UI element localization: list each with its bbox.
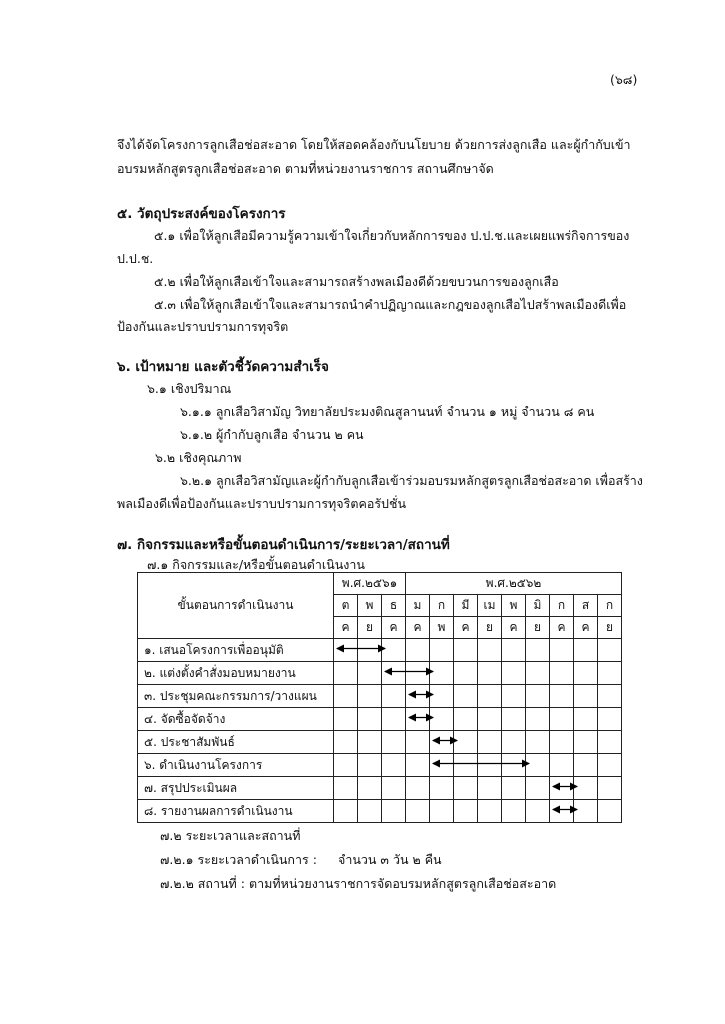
month-bottom-4: พ [430, 617, 454, 639]
month-top-5: มี [454, 595, 478, 617]
section5-line-5: ป้องกันและปราบปรามการทุจริต [117, 319, 289, 334]
place-line: ๗.๒.๒ สถานที่ : ตามที่หน่วยงานราชการจัดอบรมหลักสูตรลูกเสือช่อสะอาด [160, 876, 557, 891]
section6-line-4: ๖.๒ เชิงคุณภาพ [155, 450, 242, 465]
duration-value: จำนวน ๓ วัน ๒ คืน [338, 852, 442, 867]
page-number: (๖๘) [610, 72, 638, 87]
intro-line-2: อบรมหลักสูตรลูกเสือช่อสะอาด ตามที่หน่วยงานราชการ สถานศึกษาจัด [117, 161, 494, 176]
month-top-11: ก [598, 595, 622, 617]
section7-sub1: ๗.๑ กิจกรรมและ/หรือขั้นตอนดำเนินงาน [147, 557, 365, 572]
month-top-9: ก [550, 595, 574, 617]
month-top-6: เม [478, 595, 502, 617]
section6-line-5: ๖.๒.๑ ลูกเสือวิสามัญและผู้กำกับลูกเสือเข้าร่วมอบรมหลักสูตรลูกเสือช่อสะอาด เพื่อสร้าง [180, 473, 643, 488]
task-label: ๖. ดำเนินงานโครงการ [138, 754, 334, 777]
month-bottom-7: ค [502, 617, 526, 639]
section6-line-1: ๖.๑ เชิงปริมาณ [147, 381, 232, 396]
month-bottom-11: ย [598, 617, 622, 639]
task-label: ๘. รายงานผลการดำเนินงาน [138, 800, 334, 823]
task-label: ๓. ประชุมคณะกรรมการ/วางแผน [138, 685, 334, 708]
month-bottom-1: ย [358, 617, 382, 639]
task-label: ๔. จัดซื้อจัดจ้าง [138, 708, 334, 731]
task-label: ๗. สรุปประเมินผล [138, 777, 334, 800]
section7-sub2: ๗.๒ ระยะเวลาและสถานที่ [160, 828, 301, 843]
task-label: ๑. เสนอโครงการเพื่ออนุมัติ [138, 639, 334, 662]
section5-line-1: ๕.๑ เพื่อให้ลูกเสือมีความรู้ความเข้าใจเกี่ยวกับหลักการของ ป.ป.ช.และเผยแพร่กิจการของ [154, 228, 630, 243]
month-bottom-5: ค [454, 617, 478, 639]
duration-label: ๗.๒.๑ ระยะเวลาดำเนินการ : [160, 852, 317, 867]
section6-line-2: ๖.๑.๑ ลูกเสือวิสามัญ วิทยาลัยประมงติณสูลานนท์ จำนวน ๑ หมู่ จำนวน ๘ คน [180, 404, 595, 419]
section5-line-4: ๕.๓ เพื่อให้ลูกเสือเข้าใจและสามารถนำคำปฏิญาณและกฎของลูกเสือไปสร้าพลเมืองดีเพื่อ [154, 297, 627, 312]
month-top-2: ธ [382, 595, 406, 617]
month-bottom-9: ค [550, 617, 574, 639]
month-bottom-3: ค [406, 617, 430, 639]
section5-line-2: ป.ป.ช. [117, 251, 154, 266]
month-top-4: ก [430, 595, 454, 617]
section5-line-3: ๕.๒ เพื่อให้ลูกเสือเข้าใจและสามารถสร้างพลเมืองดีด้วยขบวนการของลูกเสือ [154, 274, 559, 289]
month-top-10: ส [574, 595, 598, 617]
month-top-8: มิ [526, 595, 550, 617]
section6-heading: ๖. เป้าหมาย และตัวชี้วัดความสำเร็จ [117, 359, 329, 375]
intro-line-1: จึงได้จัดโครงการลูกเสือช่อสะอาด โดยให้สอดคล้องกับนโยบาย ด้วยการส่งลูกเสือ และผู้กำกับเข้า [117, 137, 631, 152]
month-bottom-6: ย [478, 617, 502, 639]
month-bottom-8: ย [526, 617, 550, 639]
month-top-7: พ [502, 595, 526, 617]
section7-heading: ๗. กิจกรรมและหรือขั้นตอนดำเนินการ/ระยะเวลา/สถานที่ [117, 537, 450, 553]
year-header-2562: พ.ศ.๒๕๖๒ [406, 573, 622, 595]
month-bottom-0: ค [334, 617, 358, 639]
month-bottom-2: ค [382, 617, 406, 639]
section6-line-3: ๖.๑.๒ ผู้กำกับลูกเสือ จำนวน ๒ คน [180, 427, 364, 442]
section5-heading: ๕. วัตถุประสงค์ของโครงการ [117, 206, 286, 222]
month-top-1: พ [358, 595, 382, 617]
task-label: ๒. แต่งตั้งคำสั่งมอบหมายงาน [138, 662, 334, 685]
month-bottom-10: ค [574, 617, 598, 639]
month-top-0: ต [334, 595, 358, 617]
task-column-header: ขั้นตอนการดำเนินงาน [138, 573, 334, 639]
year-header-2561: พ.ศ.๒๕๖๑ [334, 573, 406, 595]
month-top-3: ม [406, 595, 430, 617]
task-label: ๕. ประชาสัมพันธ์ [138, 731, 334, 754]
section6-line-6: พลเมืองดีเพื่อป้องกันและปราบปรามการทุจริตคอรัปชั่น [117, 496, 407, 511]
